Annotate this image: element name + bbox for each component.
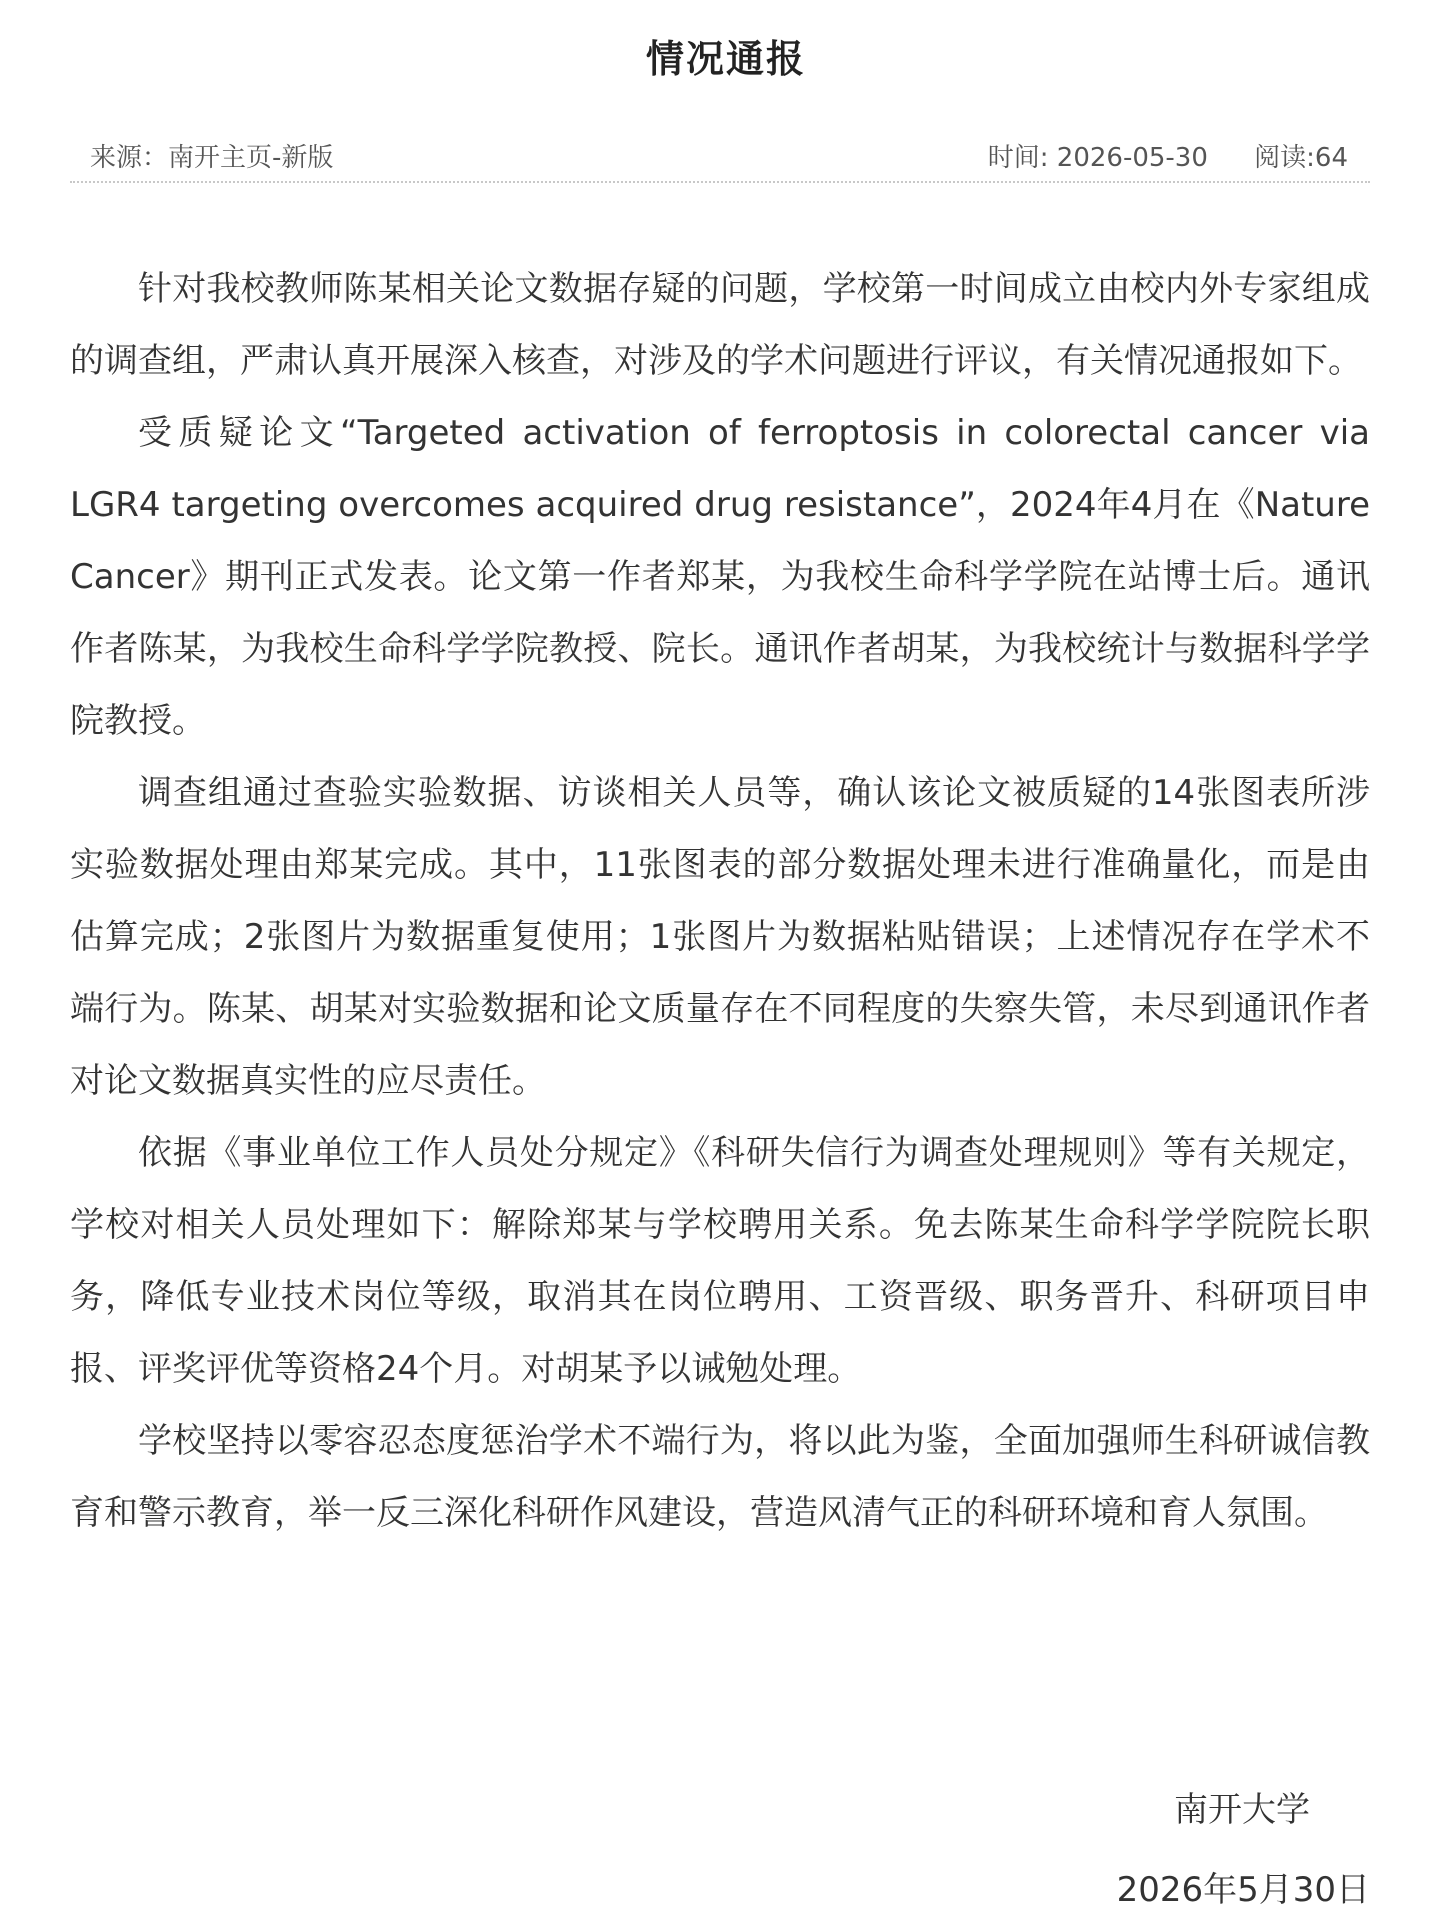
page-title: 情况通报 (645, 37, 806, 81)
view-count: 阅读:64 (1254, 143, 1348, 173)
article-meta-right (988, 137, 1348, 174)
publish-time: 时间: 2026-05-30 (987, 143, 1208, 173)
body-paragraph-conclusion: 学校坚持以零容忍态度惩治学术不端行为，将以此为鉴，全面加强师生科研诚信教育和警示教育，举一反三深化科研作风建设，营造风清气正的科研环境和育人氛围。 (70, 1421, 1370, 1533)
body-paragraph-paper-info: 受质疑论文“Targeted activation of ferroptosis in colorectal cancer via LGR4 targeting overcomes acquired drug resistance”，2024年4月在《Nature Cancer》期刊正式发表。论文第一作者郑某，为我校生命科学学院在站博士后。通讯作者陈某，为我校生命科学学院教授、院长。通讯作者胡某，为我校统计与数据科学学院教授。 (70, 413, 1370, 741)
signature-date: 2026年5月30日 (1116, 1870, 1370, 1910)
body-paragraph-intro: 针对我校教师陈某相关论文数据存疑的问题，学校第一时间成立由校内外专家组成的调查组，严肃认真开展深入核查，对涉及的学术问题进行评议，有关情况通报如下。 (70, 269, 1370, 381)
body-paragraph-findings: 调查组通过查验实验数据、访谈相关人员等，确认该论文被质疑的14张图表所涉实验数据处理由郑某完成。其中，11张图表的部分数据处理未进行准确量化，而是由估算完成；2张图片为数据重复使用；1张图片为数据粘贴错误；上述情况存在学术不端行为。陈某、胡某对实验数据和论文质量存在不同程度的失察失管，未尽到通讯作者对论文数据真实性的应尽责任。 (70, 773, 1370, 1101)
article-meta-bar (70, 125, 1370, 183)
source-label: 来源：南开主页-新版 (90, 143, 334, 173)
signature-block (1117, 1770, 1370, 1930)
signature-organization: 南开大学 (1174, 1790, 1310, 1830)
body-paragraph-penalties: 依据《事业单位工作人员处分规定》《科研失信行为调查处理规则》等有关规定，学校对相关人员处理如下：解除郑某与学校聘用关系。免去陈某生命科学学院院长职务，降低专业技术岗位等级，取消其在岗位聘用、工资晋级、职务晋升、科研项目申报、评奖评优等资格24个月。对胡某予以诫勉处理。 (70, 1133, 1370, 1389)
article-body (70, 253, 1370, 1549)
